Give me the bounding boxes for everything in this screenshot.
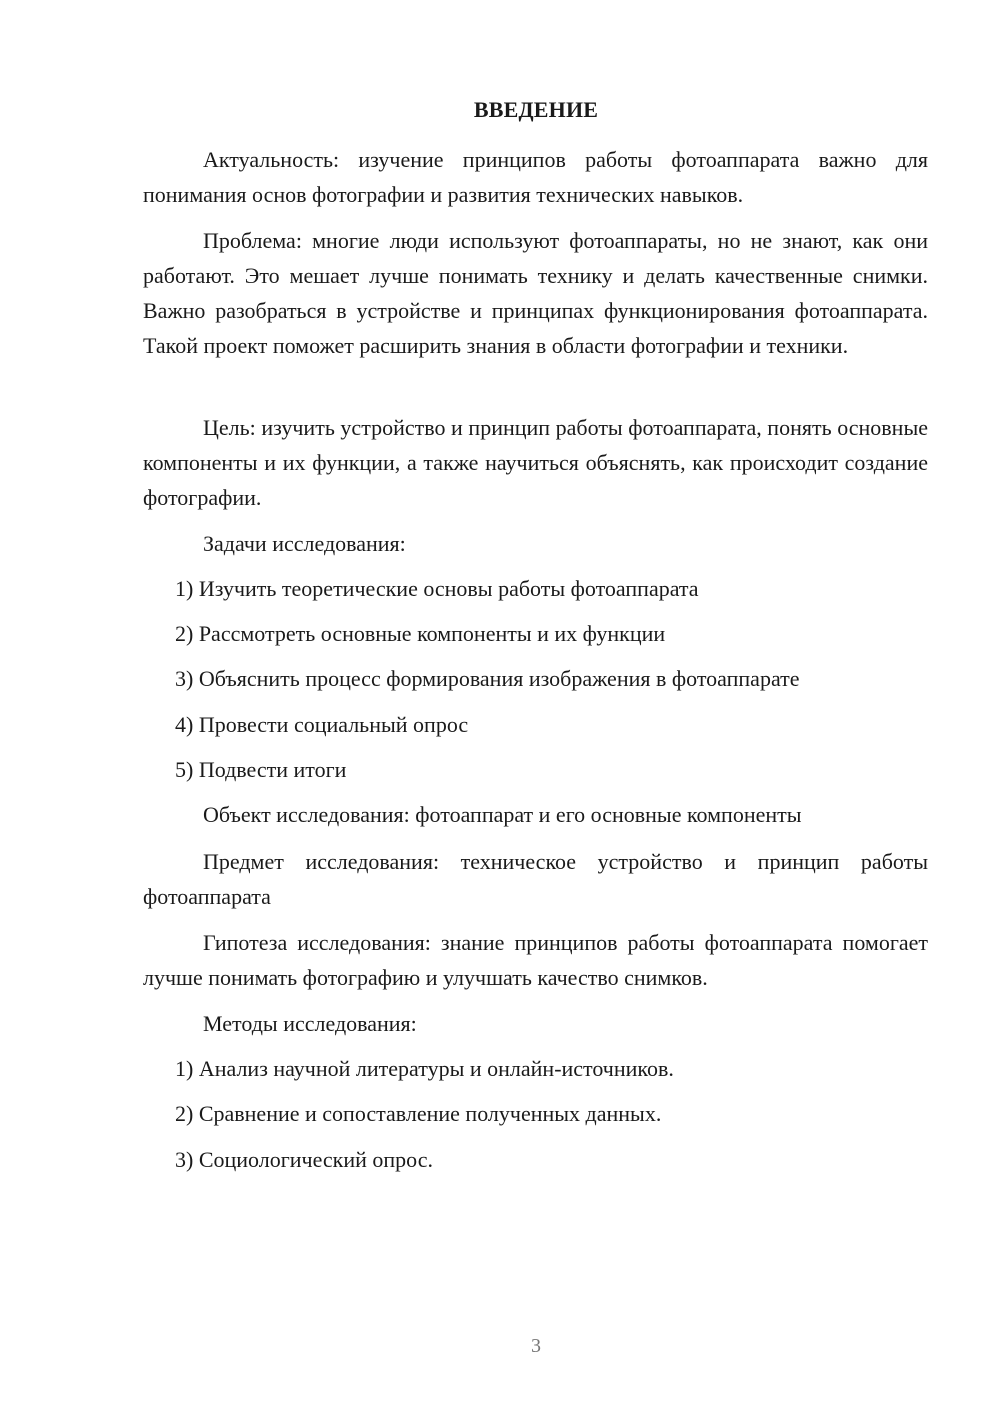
task-item: 1) Изучить теоретические основы работы фотоаппарата: [175, 576, 699, 601]
task-item: 5) Подвести итоги: [175, 757, 347, 782]
method-item: 1) Анализ научной литературы и онлайн-источников.: [175, 1056, 674, 1081]
methods-heading: Методы исследования:: [203, 1011, 417, 1036]
method-item: 3) Социологический опрос.: [175, 1147, 433, 1172]
object-paragraph: Объект исследования: фотоаппарат и его основные компоненты: [203, 802, 802, 827]
subject-paragraph: Предмет исследования: техническое устройство и принцип работы фотоаппарата: [143, 849, 928, 909]
problem-paragraph: Проблема: многие люди используют фотоаппараты, но не знают, как они работают. Это мешает лучше понимать технику и делать качественные снимки. Важно разобраться в устройстве и принципах функционирования фотоаппарата. Такой проект поможет расширить знания в области фотографии и техники.: [143, 228, 928, 358]
goal-paragraph: Цель: изучить устройство и принцип работы фотоаппарата, понять основные компоненты и их функции, а также научиться объяснять, как происходит создание фотографии.: [143, 415, 928, 510]
task-item: 4) Провести социальный опрос: [175, 712, 469, 737]
method-item: 2) Сравнение и сопоставление полученных данных.: [175, 1101, 662, 1126]
page-title: ВВЕДЕНИЕ: [473, 97, 599, 122]
hypothesis-paragraph: Гипотеза исследования: знание принципов работы фотоаппарата помогает лучше понимать фотографию и улучшать качество снимков.: [143, 930, 928, 990]
page-number: 3: [531, 1335, 541, 1357]
task-item: 2) Рассмотреть основные компоненты и их функции: [175, 621, 666, 646]
tasks-heading: Задачи исследования:: [203, 531, 406, 556]
task-item: 3) Объяснить процесс формирования изображения в фотоаппарате: [175, 666, 800, 691]
relevance-paragraph: Актуальность: изучение принципов работы фотоаппарата важно для понимания основ фотографии и развития технических навыков.: [143, 147, 928, 207]
